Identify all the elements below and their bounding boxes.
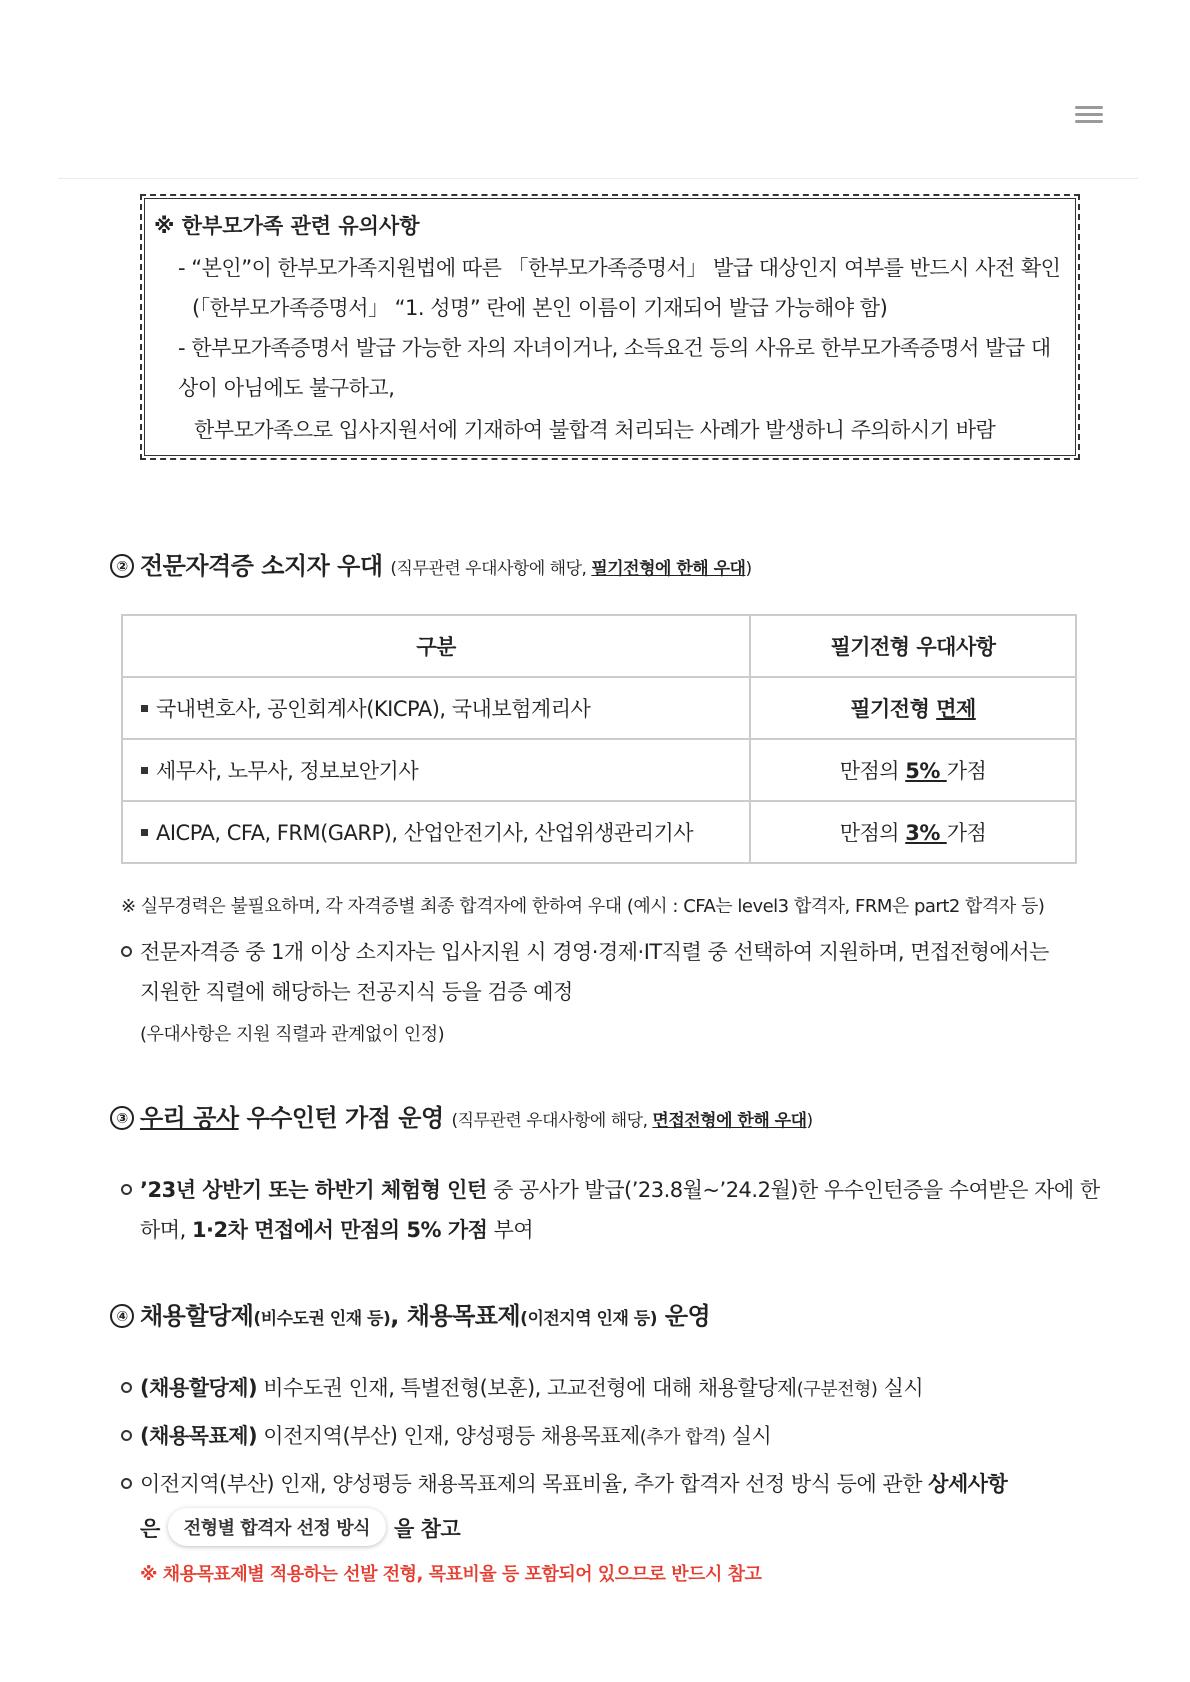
section3-sub-underline: 면접전형에 한해 우대	[652, 1111, 807, 1131]
table-header-row	[122, 615, 1076, 677]
row-value: 가점	[946, 821, 987, 845]
section4-title: 운영	[657, 1302, 711, 1330]
bullet-text: 실시	[725, 1424, 772, 1448]
section2-sub: (직무관련 우대사항에 해당,	[390, 559, 592, 579]
table-cell	[122, 677, 750, 739]
bullet-small: (구분전형)	[796, 1379, 878, 1400]
notice-line: 상이 아님에도 불구하고,	[178, 376, 395, 400]
section2-sub-underline: 필기전형에 한해 우대	[591, 559, 746, 579]
row-value-emph: 5%	[905, 759, 947, 783]
bullet-bold: 1·2차 면접에서 만점의 5% 가점	[191, 1218, 488, 1242]
hamburger-menu-icon[interactable]	[1075, 103, 1105, 127]
notice-line: 한부모가족으로 입사지원서에 기재하여 불합격 처리되는 사례가 발생하니 주의하시기 바람	[194, 418, 996, 442]
bullet-bold: (채용목표제)	[140, 1424, 258, 1448]
section3-sub: (직무관련 우대사항에 해당,	[451, 1111, 653, 1131]
section4-bullet	[121, 1468, 1007, 1498]
section3-sub-end: )	[806, 1111, 813, 1131]
section3-title-underline: 우리 공사	[140, 1104, 239, 1132]
section2-bullet-note: (우대사항은 지원 직렬과 관계없이 인정)	[140, 1024, 445, 1045]
section4-bullet-cont	[140, 1508, 460, 1546]
bullet-text: 실시	[877, 1376, 924, 1400]
table-row	[122, 739, 1076, 801]
preference-table	[121, 614, 1077, 864]
bullet-text: 부여	[487, 1218, 534, 1242]
circled-number: ④	[110, 1304, 134, 1328]
notice-line: - “본인”이 한부모가족지원법에 따른 「한부모가족증명서」 발급 대상인지 여부를 반드시 사전 확인	[178, 256, 1061, 280]
section2-heading	[110, 546, 752, 581]
section3-bullet	[121, 1174, 1100, 1204]
section4-bullet	[121, 1372, 923, 1402]
section4-title: , 채용목표제	[390, 1302, 521, 1330]
notice-line: - 한부모가족증명서 발급 가능한 자의 자녀이거나, 소득요건 등의 사유로 한부모가족증명서 발급 대	[178, 336, 1051, 360]
section2-bullet-cont: 지원한 직렬에 해당하는 전공지식 등을 검증 예정	[140, 980, 573, 1004]
bullet-text: 하며,	[140, 1218, 192, 1242]
section4-title: 채용할당제	[140, 1302, 254, 1330]
section4-title-sub: (이전지역 인재 등)	[520, 1309, 658, 1329]
row-value: 가점	[946, 759, 987, 783]
section4-bullet	[121, 1420, 771, 1450]
row-label: 국내변호사, 공인회계사(KICPA), 국내보험계리사	[156, 697, 591, 721]
selection-method-link-button[interactable]: 전형별 합격자 선정 방식	[168, 1508, 386, 1546]
table-row	[122, 677, 1076, 739]
row-value: 필기전형	[850, 697, 937, 721]
bullet-text: 이전지역(부산) 인재, 양성평등 채용목표제의 목표비율, 추가 합격자 선정 방식 등에 관한	[140, 1472, 929, 1496]
row-value-emph: 면제	[936, 697, 976, 721]
section3-title: 우수인턴 가점 운영	[238, 1104, 444, 1132]
bullet-text: 중 공사가 발급(’23.8월~’24.2월)한 우수인턴증을 수여받은 자에 한	[486, 1178, 1100, 1202]
notice-title: ※ 한부모가족 관련 유의사항	[154, 214, 420, 238]
row-value-emph: 3%	[905, 821, 947, 845]
bullet-text: 이전지역(부산) 인재, 양성평등 채용목표제	[257, 1424, 640, 1448]
bullet-bold: 상세사항	[928, 1472, 1008, 1496]
row-value: 만점의	[839, 821, 906, 845]
section2-footnote: ※ 실무경력은 불필요하며, 각 자격증별 최종 합격자에 한하여 우대 (예시 : CFA는 level3 합격자, FRM은 part2 합격자 등)	[121, 896, 1045, 917]
section4-title-sub: (비수도권 인재 등)	[253, 1309, 391, 1329]
table-cell	[750, 677, 1076, 739]
bullet-bold: 을 참고	[393, 1517, 461, 1541]
section4-heading	[110, 1296, 710, 1331]
circled-number: ③	[110, 1106, 134, 1130]
circled-number: ②	[110, 554, 134, 578]
row-label: AICPA, CFA, FRM(GARP), 산업안전기사, 산업위생관리기사	[156, 821, 694, 845]
header-bar	[58, 0, 1138, 179]
section2-sub-end: )	[745, 559, 752, 579]
table-cell	[750, 739, 1076, 801]
bullet-bold: (채용할당제)	[140, 1376, 258, 1400]
row-label: 세무사, 노무사, 정보보안기사	[156, 759, 419, 783]
section3-bullet-cont	[140, 1214, 533, 1244]
bullet-text: 전문자격증 중 1개 이상 소지자는 입사지원 시 경영·경제·IT직렬 중 선택하여 지원하며, 면접전형에서는	[140, 940, 1049, 964]
section3-heading	[110, 1098, 813, 1133]
notice-line: (「한부모가족증명서」 “1. 성명” 란에 본인 이름이 기재되어 발급 가능해야 함)	[192, 296, 888, 320]
table-header: 필기전형 우대사항	[750, 615, 1076, 677]
bullet-bold: 은	[140, 1517, 160, 1541]
bullet-small: (추가 합격)	[639, 1427, 726, 1448]
table-cell	[122, 801, 750, 863]
section4-red-note: ※ 채용목표제별 적용하는 선발 전형, 목표비율 등 포함되어 있으므로 반드시 참고	[140, 1564, 762, 1585]
section2-bullet	[121, 936, 1049, 966]
table-row	[122, 801, 1076, 863]
table-cell	[750, 801, 1076, 863]
bullet-bold: ’23년 상반기 또는 하반기 체험형 인턴	[140, 1178, 487, 1202]
table-header: 구분	[122, 615, 750, 677]
row-value: 만점의	[839, 759, 906, 783]
notice-box	[140, 194, 1080, 460]
table-cell	[122, 739, 750, 801]
bullet-text: 비수도권 인재, 특별전형(보훈), 고교전형에 대해 채용할당제	[257, 1376, 797, 1400]
section2-title: 전문자격증 소지자 우대	[140, 552, 383, 580]
